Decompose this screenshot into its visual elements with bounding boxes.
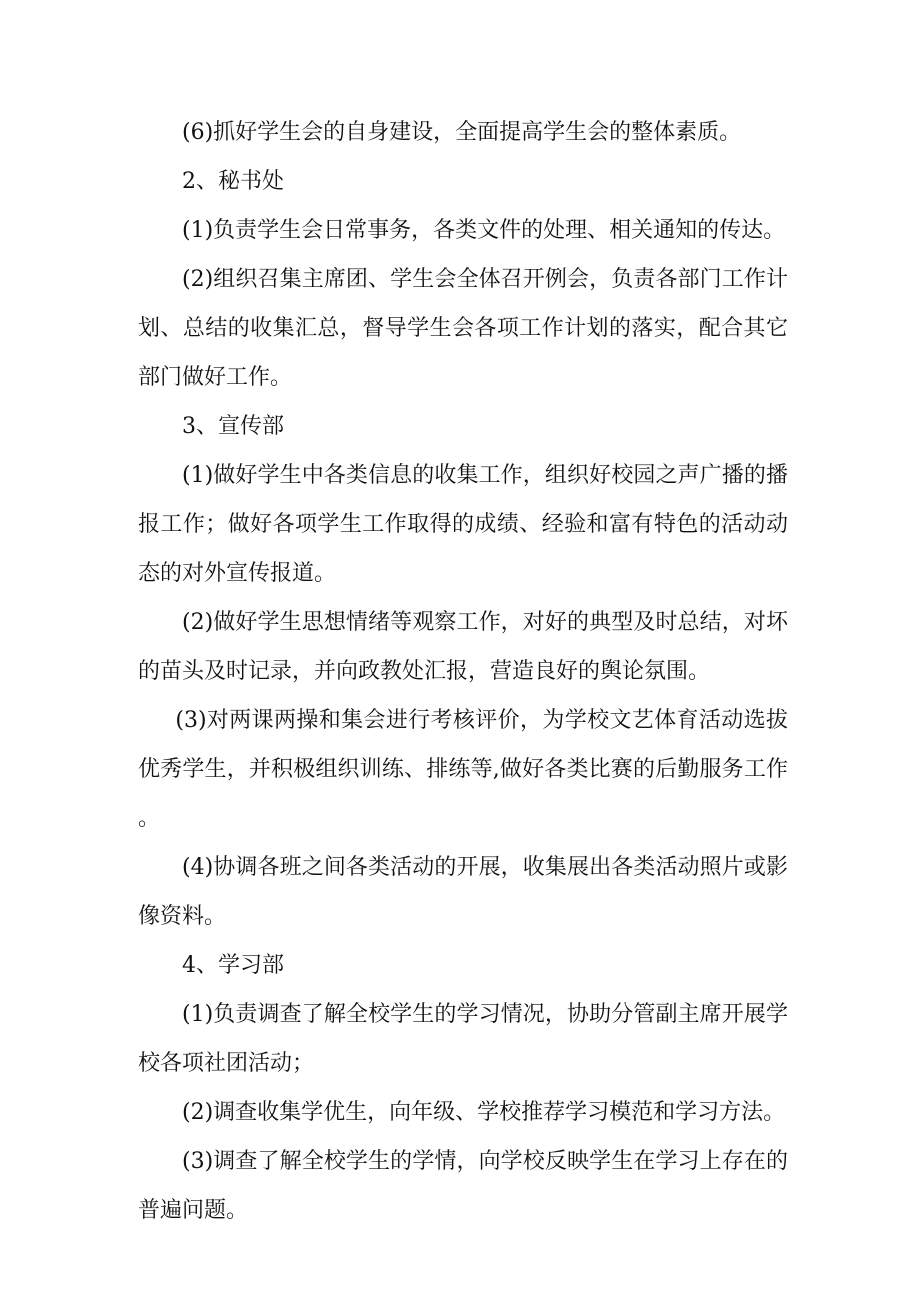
paragraph-publicity-1: (1)做好学生中各类信息的收集工作，组织好校园之声广播的播报工作；做好各项学生工作取得的成绩、经验和富有特色的活动动态的对外宣传报道。 (138, 463, 788, 586)
paragraph-publicity-4: (4)协调各班之间各类活动的开展，收集展出各类活动照片或影像资料。 (138, 855, 788, 929)
document-body (138, 108, 788, 1235)
paragraph-publicity-2: (2)做好学生思想情绪等观察工作，对好的典型及时总结，对坏的苗头及时记录，并向政教处汇报，营造良好的舆论氛围。 (138, 610, 788, 684)
paragraph-study-2: (2)调查收集学优生，向年级、学校推荐学习模范和学习方法。 (182, 1100, 786, 1125)
paragraph-6-self-building: (6)抓好学生会的自身建设，全面提高学生会的整体素质。 (182, 120, 742, 145)
paragraph-secretariat-1: (1)负责学生会日常事务，各类文件的处理、相关通知的传达。 (182, 218, 786, 243)
paragraph-secretariat-2: (2)组织召集主席团、学生会全体召开例会，负责各部门工作计划、总结的收集汇总，督导学生会各项工作计划的落实，配合其它部门做好工作。 (138, 267, 788, 390)
paragraph-study-1: (1)负责调查了解全校学生的学习情况，协助分管副主席开展学校各项社团活动； (138, 1002, 788, 1076)
paragraph-study-3: (3)调查了解全校学生的学情，向学校反映学生在学习上存在的普遍问题。 (138, 1149, 788, 1223)
section-heading-publicity: 3、宣传部 (182, 414, 284, 439)
section-heading-study: 4、学习部 (182, 953, 284, 978)
section-heading-secretariat: 2、秘书处 (182, 169, 284, 194)
paragraph-publicity-3: (3)对两课两操和集会进行考核评价，为学校文艺体育活动选拔优秀学生，并积极组织训练、排练等,做好各类比赛的后勤服务工作。 (138, 708, 788, 831)
